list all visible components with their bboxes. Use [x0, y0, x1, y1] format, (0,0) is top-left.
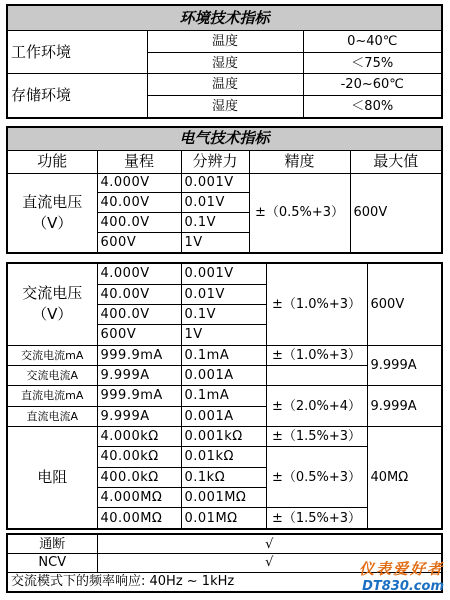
storage-env-label: 存储环境 [7, 74, 147, 118]
acv-resolution: 0.001V [181, 263, 266, 284]
ncv-label: NCV [7, 554, 97, 573]
dca-ma-resolution: 0.1mA [181, 386, 266, 406]
resistance-label: 电阻 [7, 426, 97, 529]
storage-temp-value: -20~60℃ [303, 74, 442, 96]
dcv-label: 直流电压 [22, 192, 83, 211]
acv-range: 4.000V [97, 263, 181, 284]
res-resolution: 0.01kΩ [181, 447, 266, 467]
dca-ma-range: 999.9mA [97, 386, 181, 406]
res-accuracy: ±（1.5%+3） [266, 426, 367, 446]
res-max: 40MΩ [367, 426, 442, 529]
aca-a-resolution: 0.001A [181, 365, 266, 385]
dcv-range: 4.000V [97, 173, 181, 193]
aca-ma-range: 999.9mA [97, 345, 181, 365]
electrical-spec-table-continued [6, 262, 443, 530]
dcv-max: 600V [350, 173, 442, 253]
aca-max: 9.999A [367, 345, 442, 386]
acv-max: 600V [367, 263, 442, 345]
aca-a-label: 交流电流A [7, 365, 97, 385]
dcv-range: 600V [97, 232, 181, 253]
dcv-unit: （V） [32, 213, 73, 232]
res-range: 4.000MΩ [97, 488, 181, 508]
continuity-check-icon: √ [97, 534, 442, 554]
header-accuracy: 精度 [249, 150, 350, 173]
acv-resolution: 0.1V [181, 304, 266, 324]
acv-range: 400.0V [97, 304, 181, 324]
watermark-url: DT830.com [362, 579, 444, 594]
acv-unit: （V） [32, 305, 73, 324]
electrical-title: 电气技术指标 [7, 127, 442, 150]
header-max: 最大值 [350, 150, 442, 173]
acv-accuracy: ±（1.0%+3） [266, 263, 367, 345]
aca-ma-label: 交流电流mA [7, 345, 97, 365]
acv-range: 600V [97, 325, 181, 345]
res-resolution: 0.001MΩ [181, 488, 266, 508]
electrical-spec-table [6, 126, 443, 254]
dcv-resolution: 0.001V [181, 173, 249, 193]
res-resolution: 0.1kΩ [181, 467, 266, 487]
res-resolution: 0.001kΩ [181, 426, 266, 446]
dca-a-range: 9.999A [97, 406, 181, 426]
aca-a-range: 9.999A [97, 365, 181, 385]
continuity-label: 通断 [7, 534, 97, 554]
header-resolution: 分辨力 [181, 150, 249, 173]
dcv-accuracy: ±（0.5%+3） [249, 173, 350, 253]
dca-a-resolution: 0.001A [181, 406, 266, 426]
res-range: 4.000kΩ [97, 426, 181, 446]
dca-a-label: 直流电流A [7, 406, 97, 426]
acv-label: 交流电压 [22, 284, 83, 303]
storage-humidity-value: ＜80% [303, 96, 442, 119]
dcv-function-cell [7, 173, 97, 253]
header-function: 功能 [7, 150, 97, 173]
watermark-logo [359, 558, 444, 594]
acv-range: 40.00V [97, 284, 181, 304]
acv-function-cell [7, 263, 97, 345]
res-range: 400.0kΩ [97, 467, 181, 487]
res-range: 40.00MΩ [97, 508, 181, 529]
res-resolution: 0.01MΩ [181, 508, 266, 529]
aca-ma-accuracy: ±（1.0%+3） [266, 345, 367, 365]
ncv-check-icon: √ [97, 554, 442, 573]
dcv-resolution: 0.01V [181, 193, 249, 213]
storage-temp-label: 温度 [147, 74, 303, 96]
res-range: 40.00kΩ [97, 447, 181, 467]
work-humidity-label: 湿度 [147, 52, 303, 74]
dcv-resolution: 1V [181, 232, 249, 253]
work-temp-value: 0~40℃ [303, 31, 442, 53]
work-env-label: 工作环境 [7, 31, 147, 74]
dca-accuracy: ±（2.0%+4） [266, 386, 367, 427]
environment-spec-table [6, 4, 443, 119]
acv-resolution: 1V [181, 325, 266, 345]
res-accuracy: ±（0.5%+3） [266, 447, 367, 508]
aca-a-accuracy-empty [266, 365, 367, 385]
dcv-range: 40.00V [97, 193, 181, 213]
dca-ma-label: 直流电流mA [7, 386, 97, 406]
acv-resolution: 0.01V [181, 284, 266, 304]
dcv-resolution: 0.1V [181, 213, 249, 233]
environment-title: 环境技术指标 [7, 5, 442, 31]
watermark-name: 仪表爱好者 [358, 560, 444, 578]
dcv-range: 400.0V [97, 213, 181, 233]
work-temp-label: 温度 [147, 31, 303, 53]
storage-humidity-label: 湿度 [147, 96, 303, 119]
dca-max: 9.999A [367, 386, 442, 427]
work-humidity-value: ＜75% [303, 52, 442, 74]
res-accuracy: ±（1.5%+3） [266, 508, 367, 529]
frequency-response-text: 交流模式下的频率响应: 40Hz ~ 1kHz [7, 572, 442, 592]
aca-ma-resolution: 0.1mA [181, 345, 266, 365]
header-range: 量程 [97, 150, 181, 173]
